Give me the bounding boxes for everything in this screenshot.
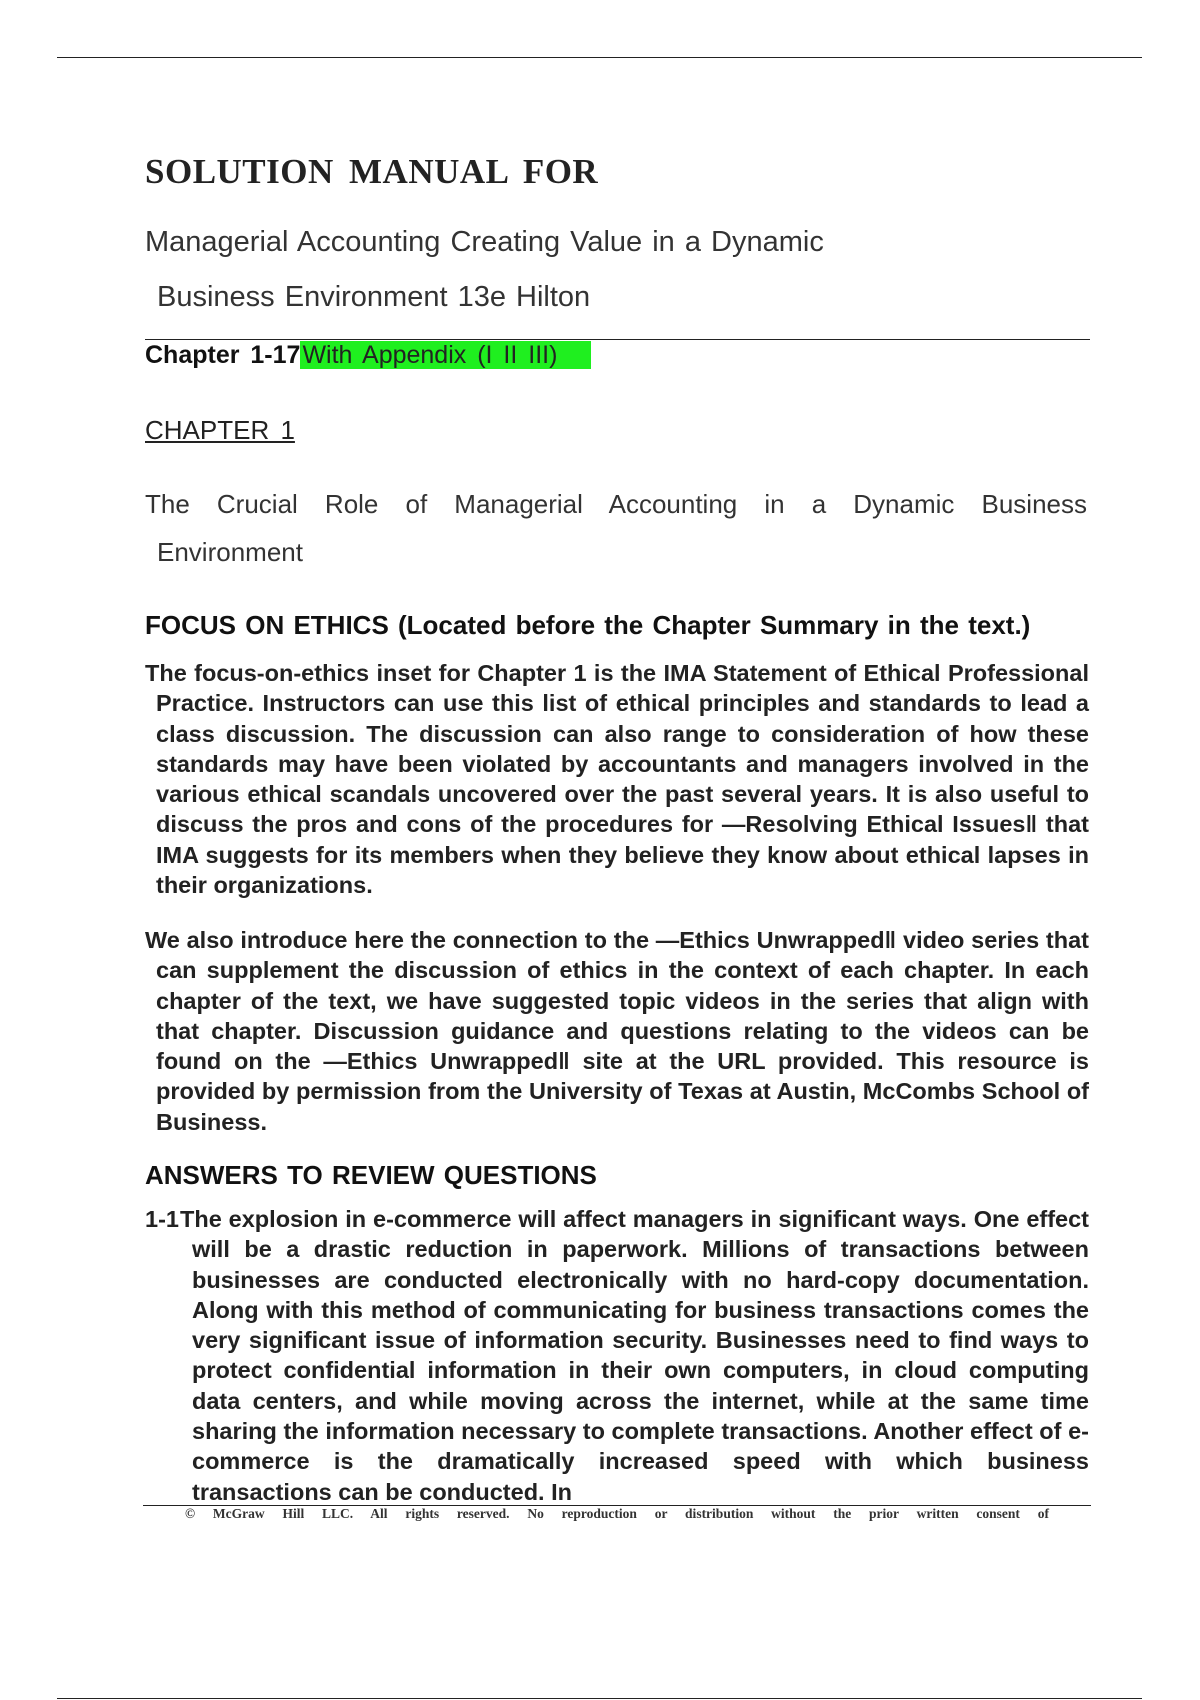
top-page-rule [57,57,1142,58]
chapter-heading: CHAPTER 1 [145,415,295,445]
ethics-paragraph-1-text: The focus-on-ethics inset for Chapter 1 is the IMA Statement of Ethical Professional Practice. Instructors can use this list of ethical principles and standards to lead a class discussion. The discussion can also range to consideration of how these standards may have been violated by accountants and managers involved in the various ethical scandals uncovered over the past several years. It is also useful to discuss the pros and cons of the procedures for ―Resolving Ethical Issues‖ that IMA suggests for its members when they believe they know about ethical lapses in their organizations. [145,660,1089,899]
ethics-paragraph-2-text: We also introduce here the connection to the ―Ethics Unwrapped‖ video series that can supplement the discussion of ethics in the context of each chapter. In each chapter of the text, we have suggested topic videos in the series that align with that chapter. Discussion guidance and questions relating to the videos can be found on the ―Ethics Unwrapped‖ site at the URL provided. This resource is provided by permission from the University of Texas at Austin, McCombs School of Business. [145,927,1089,1135]
ethics-heading: FOCUS ON ETHICS (Located before the Chapter Summary in the text.) [145,610,1031,640]
chapter-range-line [145,341,591,370]
review-answer-text: The explosion in e-commerce will affect managers in significant ways. One effect will be a drastic reduction in paperwork. Millions of transactions between businesses are conducted electronically with no hard-copy documentation. Along with this method of communicating for business transactions comes the very significant issue of information security. Businesses need to find ways to protect confidential information in their own computers, in cloud computing data centers, and while moving across the internet, while at the same time sharing the information necessary to complete transactions. Another effect of e-commerce is the dramatically increased speed with which business transactions can be conducted. In [180,1206,1089,1505]
title-rule [145,339,1090,340]
chapter-range: Chapter 1-17 [145,341,301,369]
document-title: SOLUTION MANUAL FOR [145,152,599,191]
appendix-highlight: With Appendix (I II III) [300,341,591,369]
copyright-footer: © McGraw Hill LLC. All rights reserved. No reproduction or distribution without the prior written consent of [185,1506,1049,1521]
ethics-paragraph-1 [145,658,1089,900]
ethics-paragraph-2 [145,925,1089,1137]
review-answer-1 [145,1204,1089,1507]
book-title-line-2: Business Environment 13e Hilton [157,281,591,313]
chapter-title-continued: Environment [157,537,303,567]
chapter-title: The Crucial Role of Managerial Accounting in a Dynamic Business [145,489,1087,519]
review-answer-number: 1-1 [145,1206,179,1232]
book-title-line-1: Managerial Accounting Creating Value in a Dynamic [145,226,824,258]
bottom-page-rule [57,1698,1142,1699]
review-questions-heading: ANSWERS TO REVIEW QUESTIONS [145,1160,597,1190]
